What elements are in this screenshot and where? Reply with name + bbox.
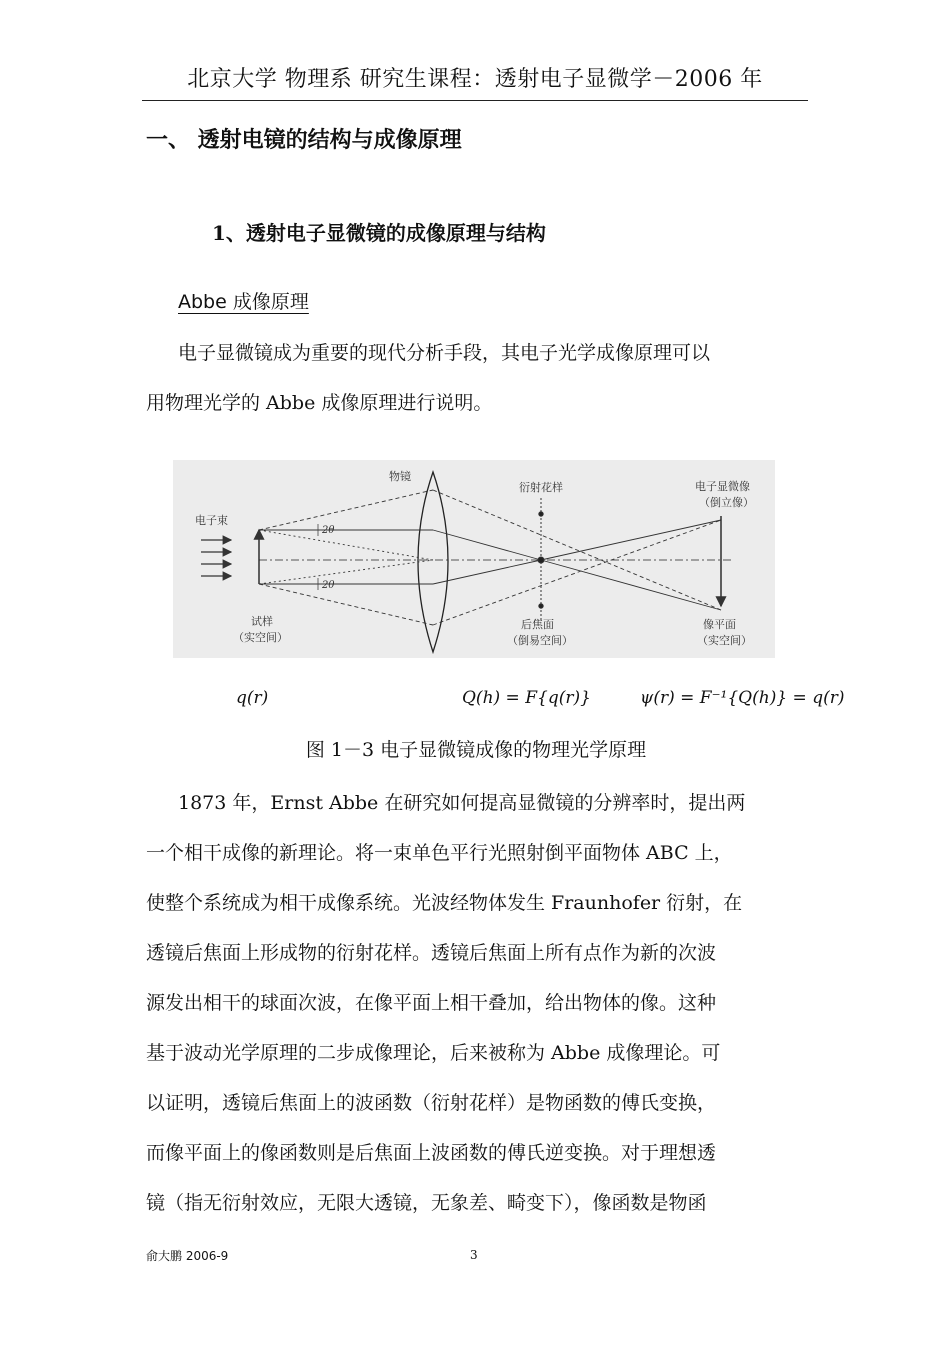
electron-beam-arrows bbox=[201, 540, 231, 576]
body-line: 基于波动光学原理的二步成像理论，后来被称为 Abbe 成像理论。可 bbox=[146, 1042, 721, 1064]
equation-object-function: q(r) bbox=[236, 688, 269, 708]
body-paragraph bbox=[146, 778, 810, 1228]
label-back-focal-2: （倒易空间） bbox=[507, 634, 573, 647]
page-number: 3 bbox=[470, 1248, 478, 1262]
body-line: 而像平面上的像函数则是后焦面上波函数的傅氏逆变换。对于理想透 bbox=[146, 1142, 717, 1164]
label-angle-bottom: 2θ bbox=[322, 580, 335, 591]
label-specimen-2: （实空间） bbox=[233, 631, 288, 644]
label-diffraction-pattern: 衍射花样 bbox=[519, 481, 563, 494]
label-angle-top: 2θ bbox=[322, 525, 335, 536]
intro-paragraph bbox=[146, 328, 810, 428]
footer-author: 俞大鹏 2006-9 bbox=[146, 1249, 229, 1263]
intro-line: 用物理光学的 Abbe 成像原理进行说明。 bbox=[146, 392, 493, 414]
label-electron-beam: 电子束 bbox=[195, 514, 228, 527]
body-line: 1873 年，Ernst Abbe 在研究如何提高显微镜的分辨率时，提出两 bbox=[178, 792, 746, 814]
label-objective: 物镜 bbox=[389, 470, 411, 483]
body-line: 镜（指无衍射效应，无限大透镜，无象差、畸变下），像函数是物函 bbox=[146, 1192, 707, 1214]
label-specimen-1: 试样 bbox=[251, 615, 273, 628]
body-line: 透镜后焦面上形成物的衍射花样。透镜后焦面上所有点作为新的次波 bbox=[146, 942, 717, 964]
body-line: 源发出相干的球面次波，在像平面上相干叠加，给出物体的像。这种 bbox=[146, 992, 717, 1014]
label-image-2: （倒立像） bbox=[699, 496, 754, 509]
subsection-title: Abbe 成像原理 bbox=[178, 291, 309, 313]
chapter-title: 一、 透射电镜的结构与成像原理 bbox=[146, 128, 462, 153]
body-line: 以证明，透镜后焦面上的波函数（衍射花样）是物函数的傅氏变换， bbox=[146, 1092, 717, 1114]
label-back-focal-1: 后焦面 bbox=[521, 618, 554, 631]
body-line: 使整个系统成为相干成像系统。光波经物体发生 Fraunhofer 衍射，在 bbox=[146, 892, 743, 914]
label-image-1: 电子显微像 bbox=[695, 480, 750, 493]
back-focal-plane bbox=[538, 498, 544, 620]
rays bbox=[259, 490, 721, 625]
header-rule bbox=[142, 100, 808, 101]
equation-fourier-transform: Q(h) = F{q(r)} bbox=[462, 688, 591, 708]
figure-caption: 图 1－3 电子显微镜成像的物理光学原理 bbox=[305, 739, 647, 761]
intro-line: 电子显微镜成为重要的现代分析手段，其电子光学成像原理可以 bbox=[178, 342, 711, 364]
body-line: 一个相干成像的新理论。将一束单色平行光照射倒平面物体 ABC 上， bbox=[146, 842, 733, 864]
label-image-plane-1: 像平面 bbox=[703, 618, 736, 631]
section-title: 1、透射电子显微镜的成像原理与结构 bbox=[212, 221, 546, 245]
page-header: 北京大学 物理系 研究生课程：透射电子显微学－2006 年 bbox=[187, 67, 763, 92]
abbe-imaging-diagram bbox=[173, 460, 775, 658]
equation-inverse-transform: ψ(r) = F⁻¹{Q(h)} = q(r) bbox=[640, 688, 845, 708]
label-image-plane-2: （实空间） bbox=[697, 634, 752, 647]
